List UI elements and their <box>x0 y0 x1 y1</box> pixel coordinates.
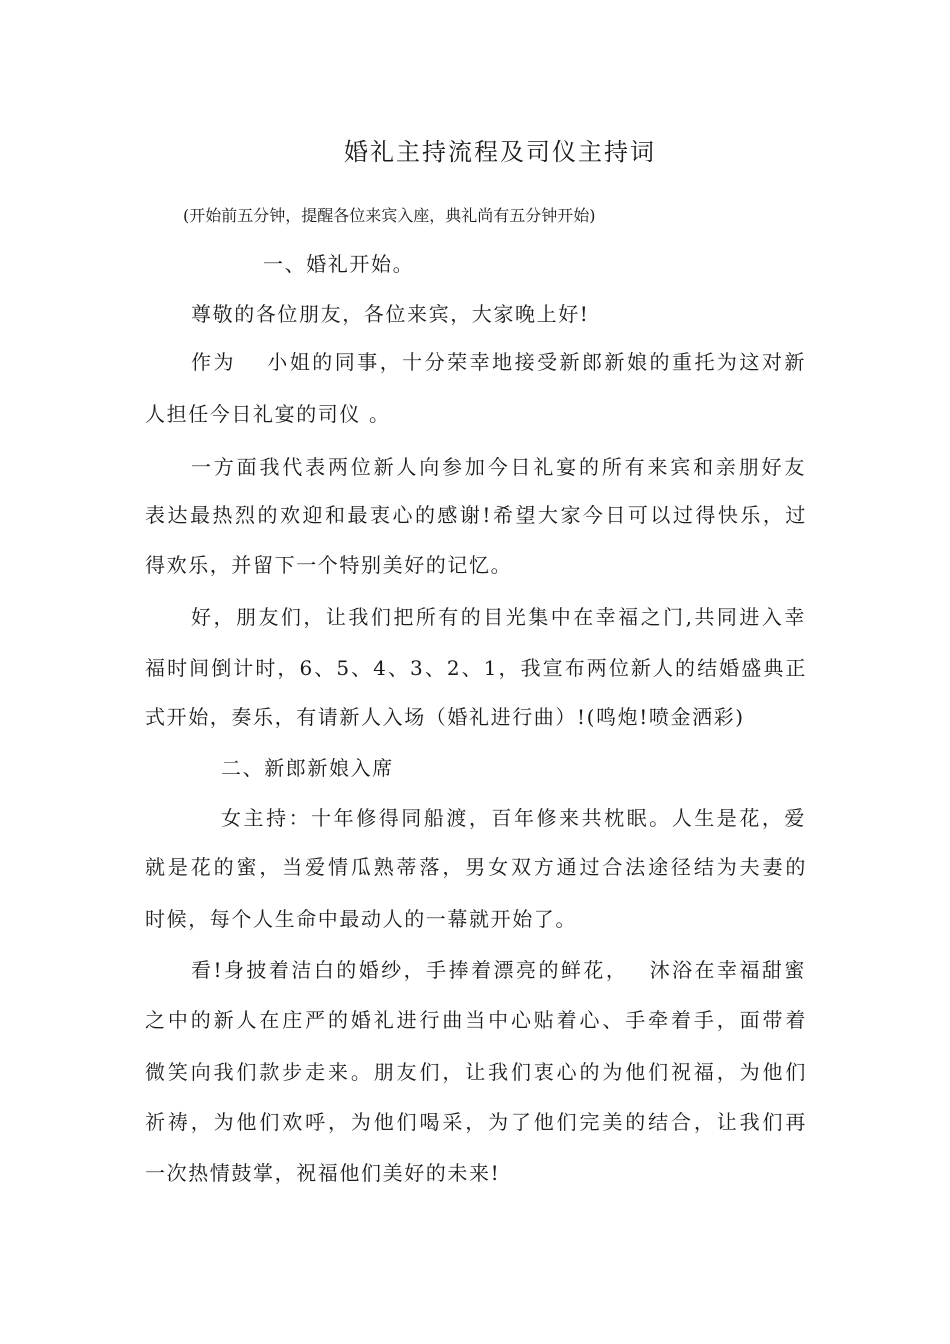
paragraph-line: 好，朋友们，让我们把所有的目光集中在幸福之门,共同进入幸 <box>191 605 806 629</box>
paragraph-line: 微笑向我们款步走来。朋友们，让我们衷心的为他们祝福，为他们 <box>145 1060 807 1084</box>
paragraph-line: 式开始，奏乐，有请新人入场（婚礼进行曲）!(鸣炮!喷金洒彩) <box>145 705 745 729</box>
document-title: 婚礼主持流程及司仪主持词 <box>344 138 656 166</box>
paragraph-line: 作为 小姐的同事，十分荣幸地接受新郎新娘的重托为这对新 <box>191 350 806 374</box>
paragraph-line: 一次热情鼓掌，祝福他们美好的未来! <box>145 1161 501 1185</box>
paragraph-line: 福时间倒计时，6、5、4、3、2、1，我宣布两位新人的结婚盛典正 <box>145 656 807 680</box>
section-heading-1: 一、婚礼开始。 <box>263 252 415 276</box>
start-reminder-note: (开始前五分钟，提醒各位来宾入座，典礼尚有五分钟开始) <box>183 206 596 225</box>
paragraph-line: 女主持：十年修得同船渡，百年修来共枕眠。人生是花，爱 <box>221 806 806 830</box>
paragraph-line: 一方面我代表两位新人向参加今日礼宴的所有来宾和亲朋好友 <box>191 455 806 479</box>
paragraph-line: 得欢乐，并留下一个特别美好的记忆。 <box>145 553 513 577</box>
paragraph-line: 表达最热烈的欢迎和最衷心的感谢!希望大家今日可以过得快乐，过 <box>145 503 807 527</box>
paragraph-line: 时候，每个人生命中最动人的一幕就开始了。 <box>145 907 577 931</box>
paragraph-line: 看!身披着洁白的婚纱，手捧着漂亮的鲜花， 沐浴在幸福甜蜜 <box>191 958 806 982</box>
paragraph-line: 祈祷，为他们欢呼，为他们喝采，为了他们完美的结合，让我们再 <box>145 1110 807 1134</box>
paragraph-line: 就是花的蜜，当爱情瓜熟蒂落，男女双方通过合法途径结为夫妻的 <box>145 855 807 879</box>
greeting-line: 尊敬的各位朋友，各位来宾，大家晚上好! <box>191 302 590 326</box>
paragraph-line: 之中的新人在庄严的婚礼进行曲当中心贴着心、手牵着手，面带着 <box>145 1008 807 1032</box>
paragraph-line: 人担任今日礼宴的司仪 。 <box>145 402 391 426</box>
section-heading-2: 二、新郎新娘入席 <box>221 756 394 780</box>
